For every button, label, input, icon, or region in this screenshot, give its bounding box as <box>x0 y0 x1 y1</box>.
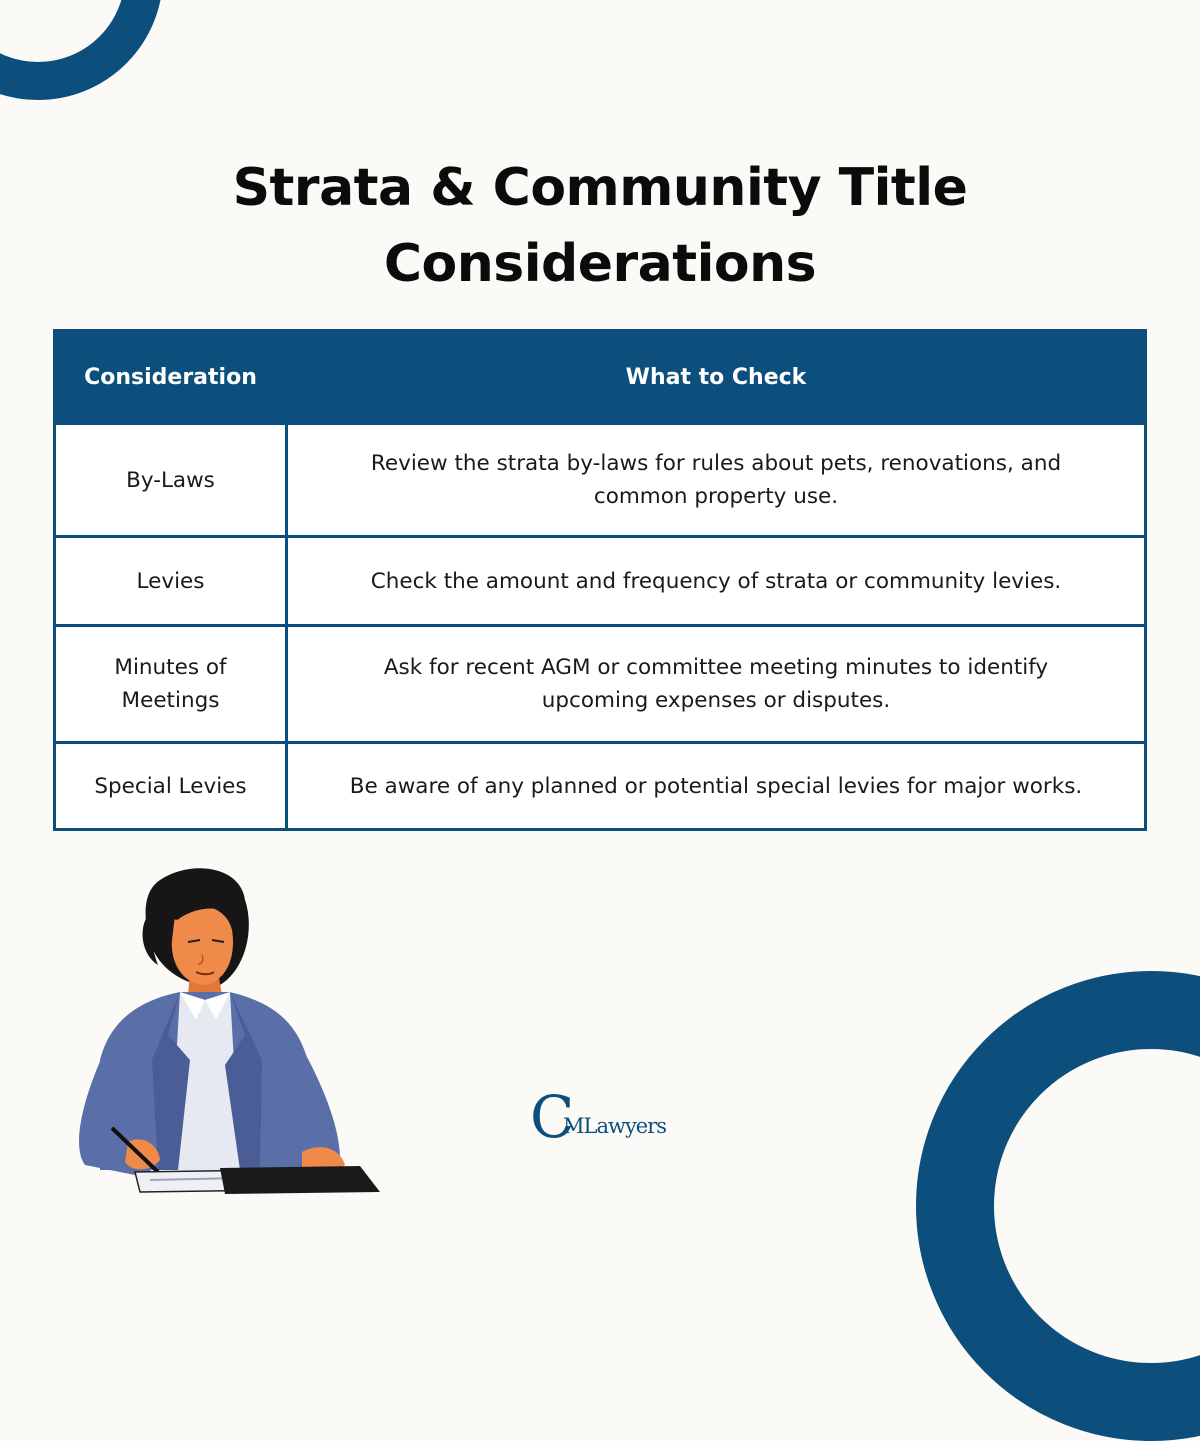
consideration-cell: By-Laws <box>55 424 287 537</box>
check-cell: Be aware of any planned or potential special levies for major works. <box>287 743 1146 830</box>
table-row <box>55 743 1146 830</box>
consideration-cell: Special Levies <box>55 743 287 830</box>
title-line-2: Considerations <box>383 234 817 294</box>
consideration-cell: Minutes of Meetings <box>55 626 287 743</box>
header-what-to-check: What to Check <box>287 331 1146 424</box>
table-header-row <box>55 331 1146 424</box>
consideration-cell: Levies <box>55 537 287 626</box>
logo-letter: C <box>530 1083 575 1151</box>
logo-text: MLawyers <box>563 1114 667 1138</box>
header-consideration: Consideration <box>55 331 287 424</box>
table-row <box>55 424 1146 537</box>
check-cell: Review the strata by-laws for rules about pets, renovations, and common property use. <box>287 424 1146 537</box>
table-row <box>55 537 1146 626</box>
page-title <box>0 150 1200 302</box>
cm-lawyers-logo <box>530 1083 680 1151</box>
check-cell: Ask for recent AGM or committee meeting minutes to identify upcoming expenses or disputes. <box>287 626 1146 743</box>
woman-writing-illustration <box>40 860 400 1200</box>
check-cell: Check the amount and frequency of strata or community levies. <box>287 537 1146 626</box>
title-line-1: Strata & Community Title <box>232 158 968 218</box>
table-row <box>55 626 1146 743</box>
decorative-ring-bottom <box>916 971 1200 1441</box>
decorative-ring-top <box>0 0 163 100</box>
considerations-table <box>53 329 1147 831</box>
